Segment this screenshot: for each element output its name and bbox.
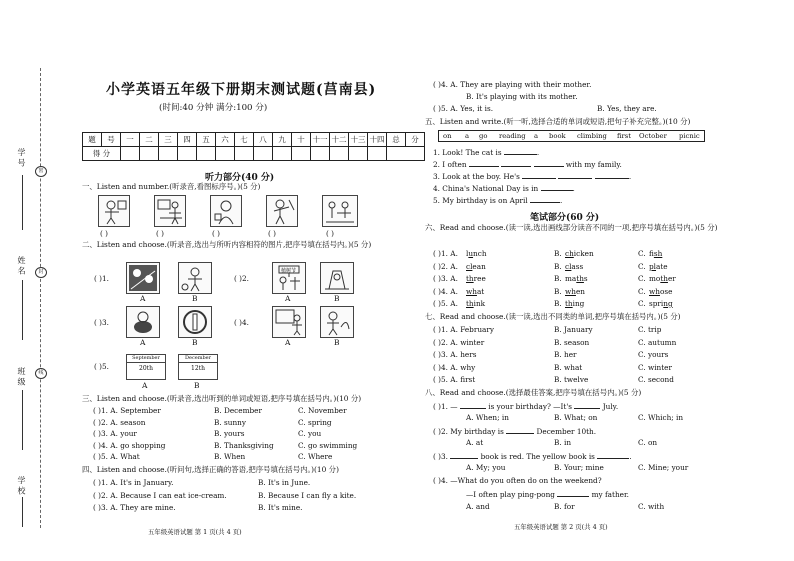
score-cell[interactable] [292, 147, 311, 161]
fill-blank[interactable] [506, 426, 534, 434]
seal-mark: 封 [35, 267, 47, 278]
school-label: 学 校 [17, 476, 26, 495]
fill-blank[interactable] [541, 183, 573, 191]
fill-blank[interactable] [522, 171, 556, 179]
student-number-line [22, 175, 23, 230]
q2-item-number[interactable]: ( )4. [234, 318, 249, 327]
q6-item[interactable]: ( )2. A. [433, 261, 458, 271]
q8-question-reply: —I often play ping-pong my father. [466, 490, 629, 499]
q2-item-number[interactable]: ( )1. [94, 274, 109, 283]
q2-3b-picture [178, 306, 212, 338]
option-letter: B [334, 338, 340, 347]
q3-option-b: B. December [214, 406, 262, 415]
q1-picture [210, 195, 242, 227]
q6-word-b: maths [565, 274, 588, 283]
q4-item-option: B. It's playing with its mother. [466, 92, 578, 101]
q7-option-b: B. season [554, 337, 590, 347]
q1-picture [266, 195, 298, 227]
q1-picture [322, 195, 358, 227]
q6-word-c: whose [649, 286, 673, 296]
score-header-cell: 七 [235, 133, 254, 147]
q2-5a-calendar [126, 354, 166, 380]
q6-word-b: when [565, 286, 585, 296]
fill-blank[interactable] [460, 401, 486, 409]
q8-question: ( )1. — is your birthday? —It's July. [433, 402, 619, 411]
q8-option: B. What; on [554, 413, 598, 422]
q4-item[interactable]: ( )2. A. Because I can eat ice-cream. [93, 490, 227, 500]
exam-subtitle: (时间:40 分钟 满分:100 分) [159, 103, 268, 113]
q1-answer-blank[interactable]: ( ) [100, 229, 109, 238]
fill-blank[interactable] [534, 159, 564, 167]
q1-answer-blank[interactable]: ( ) [326, 229, 335, 238]
fill-blank[interactable] [450, 451, 478, 459]
score-cell[interactable] [254, 147, 273, 161]
fill-blank[interactable] [530, 195, 560, 203]
q4-option-b: B. Because I can fly a kite. [258, 490, 357, 500]
q8-option: A. at [466, 438, 484, 447]
q6-word-b: thing [565, 299, 585, 308]
q3-item[interactable]: ( )3. A. your [93, 429, 137, 438]
score-cell[interactable] [216, 147, 235, 161]
score-header-cell: 六 [216, 133, 235, 147]
q3-option-b: B. Thanksgiving [214, 440, 274, 450]
q7-option-c: C. autumn [638, 337, 677, 347]
q7-item[interactable]: ( )2. A. winter [433, 337, 485, 347]
score-header-cell: 九 [273, 133, 292, 147]
q7-option-c: C. second [638, 375, 674, 384]
q8-option: C. with [638, 502, 665, 511]
fill-blank[interactable] [501, 159, 531, 167]
q3-option-b: B. yours [214, 429, 245, 438]
word-bank-word: reading [499, 132, 526, 140]
seal-mark: 密 [35, 166, 47, 177]
page-footer-left: 五年级英语试题 第 1 页(共 4 页) [148, 528, 242, 536]
word-bank-word: first [617, 132, 632, 140]
fill-blank[interactable] [504, 147, 537, 155]
name-line [22, 280, 23, 340]
q6-word-a: three [466, 274, 486, 283]
q5-title: 五、Listen and write.(听一听,选择合适的单词或短语,把句子补充完整。)(10 分) [425, 117, 691, 126]
q3-option-b: B. sunny [214, 417, 246, 427]
q7-option-b: B. twelve [554, 375, 589, 384]
score-header-cell: 八 [254, 133, 273, 147]
fill-blank[interactable] [469, 159, 499, 167]
score-header-cell: 十四 [368, 133, 387, 147]
q2-4b-picture [320, 306, 354, 338]
word-bank-word: picnic [679, 132, 700, 140]
q2-1a-picture [126, 262, 160, 294]
q5-sentence: 4. China's National Day is in . [433, 184, 575, 193]
fill-blank[interactable] [595, 171, 629, 179]
q8-option: A. and [466, 502, 490, 511]
q8-option: A. When; in [466, 413, 509, 422]
score-cell[interactable] [159, 147, 178, 161]
score-header-cell: 一 [121, 133, 140, 147]
q3-option-b: B. When [214, 452, 246, 461]
q8-option: B. for [554, 502, 575, 511]
q8-option: C. on [638, 438, 658, 447]
q4-option-b: B. It's in June. [258, 478, 311, 487]
listening-heading: 听力部分(40 分) [205, 173, 275, 183]
q3-option-c: C. Where [298, 452, 333, 461]
option-letter: A [140, 294, 146, 303]
class-label: 班 级 [17, 367, 26, 386]
q1-answer-blank[interactable]: ( ) [212, 229, 221, 238]
q2-title: 二、Listen and choose.(听录音,选出与所听内容相符的图片,把序号填在括号内。)(5 分) [82, 240, 372, 249]
q7-option-b: B. January [554, 325, 593, 334]
q5-sentence: 5. My birthday is on April . [433, 196, 563, 205]
q2-item-number[interactable]: ( )2. [234, 274, 249, 283]
q6-word-a: lunch [466, 249, 487, 258]
word-bank-word: October [639, 132, 667, 140]
score-header-cell: 十 [292, 133, 311, 147]
q2-5b-calendar [178, 354, 218, 380]
q6-item[interactable]: ( )1. A. [433, 249, 458, 258]
q6-letter-b: B. [554, 261, 562, 271]
calendar-day: 12th [191, 365, 205, 372]
sign-text: 植树节 [281, 268, 297, 274]
option-letter: A [285, 294, 291, 303]
score-cell[interactable] [311, 147, 330, 161]
word-bank-word: book [549, 132, 566, 140]
score-header-cell: 三 [159, 133, 178, 147]
q7-title: 七、Read and choose.(读一读,选出不同类的单词,把序号填在括号内。)(5 分) [425, 312, 681, 321]
q6-item[interactable]: ( )4. A. [433, 286, 458, 296]
score-header-cell: 十三 [349, 133, 368, 147]
score-cell[interactable] [140, 147, 159, 161]
q3-option-c: C. November [298, 406, 347, 415]
name-label: 姓 名 [17, 256, 26, 275]
q1-answer-blank[interactable]: ( ) [268, 229, 277, 238]
score-cell[interactable] [121, 147, 140, 161]
word-bank-word: go [479, 132, 488, 140]
score-cell[interactable] [273, 147, 292, 161]
q3-option-c: C. spring [298, 417, 332, 427]
q5-sentence: 3. Look at the boy. He's . [433, 172, 632, 181]
q7-option-b: B. what [554, 362, 583, 372]
score-header-cell: 题 [83, 133, 102, 147]
q7-item[interactable]: ( )1. A. February [433, 325, 495, 334]
q5-word-bank [438, 130, 705, 142]
score-header-cell: 分 [406, 133, 425, 147]
q3-item[interactable]: ( )4. A. go shopping [93, 440, 166, 450]
fill-blank[interactable] [574, 401, 600, 409]
q5-sentence: 1. Look! The cat is . [433, 148, 540, 157]
q7-item[interactable]: ( )3. A. hers [433, 350, 477, 359]
q2-item-number[interactable]: ( )3. [94, 318, 109, 327]
q8-title: 八、Read and choose.(选择最佳答案,把序号填在括号内。)(5 分) [425, 388, 642, 397]
score-row-label: 得 分 [83, 147, 121, 161]
q7-option-c: C. trip [638, 325, 662, 334]
q3-option-c: C. go swimming [298, 440, 358, 450]
school-line [22, 497, 23, 527]
q7-option-c: C. yours [638, 350, 669, 359]
class-line [22, 390, 23, 450]
option-letter: B [192, 338, 198, 347]
q4-item: ( )5. A. Yes, it is. [433, 104, 494, 113]
q6-letter-c: C. [638, 249, 646, 258]
q6-word-a: what [466, 286, 485, 296]
q3-item[interactable]: ( )2. A. season [93, 417, 146, 427]
fill-blank[interactable] [597, 451, 629, 459]
writing-heading: 笔试部分(60 分) [530, 213, 600, 223]
q6-word-c: mother [649, 274, 676, 283]
exam-title: 小学英语五年级下册期末测试题(莒南县) [106, 82, 377, 98]
q6-letter-b: B. [554, 286, 562, 296]
score-header-cell: 号 [102, 133, 121, 147]
option-letter: B [334, 294, 340, 303]
q2-1b-picture [178, 262, 212, 294]
score-header-cell: 十二 [330, 133, 349, 147]
score-header-cell: 总 [387, 133, 406, 147]
q2-2b-picture [320, 262, 354, 294]
q6-title: 六、Read and choose.(读一读,选出画线部分读音不同的一项,把序号填在括号内。)(5 分) [425, 223, 718, 232]
word-bank-word: a [465, 132, 470, 140]
q8-option: A. My; you [466, 463, 506, 472]
option-letter: A [140, 338, 146, 347]
q7-option-b: B. her [554, 350, 577, 359]
score-header-cell: 四 [178, 133, 197, 147]
q3-title: 三、Listen and choose.(听录音,选出听到的单词或短语,把序号填在括号内。)(10 分) [82, 394, 362, 403]
option-letter: A [285, 338, 291, 347]
q2-2a-picture [272, 262, 306, 294]
q6-letter-b: B. [554, 249, 562, 258]
q6-letter-c: C. [638, 274, 646, 283]
q3-item[interactable]: ( )1. A. September [93, 406, 161, 415]
q6-letter-b: B. [554, 274, 562, 283]
page-footer-right: 五年级英语试题 第 2 页(共 4 页) [514, 523, 608, 531]
score-table [82, 132, 425, 161]
q4-item: ( )4. A. They are playing with their mother. [433, 80, 592, 89]
q6-word-a: think [466, 299, 486, 308]
option-letter: B [192, 294, 198, 303]
q6-letter-c: C. [638, 286, 646, 296]
score-cell[interactable] [178, 147, 197, 161]
q8-option: C. Which; in [638, 413, 684, 422]
q6-letter-c: C. [638, 299, 646, 308]
student-number-label: 学 号 [17, 148, 26, 167]
q6-item[interactable]: ( )3. A. [433, 274, 458, 283]
option-letter: B [194, 381, 200, 390]
q7-item[interactable]: ( )4. A. why [433, 362, 476, 372]
score-header-cell: 二 [140, 133, 159, 147]
calendar-month: September [127, 355, 165, 363]
q7-item[interactable]: ( )5. A. first [433, 375, 476, 384]
q6-item[interactable]: ( )5. A. [433, 299, 458, 308]
total-score-cell[interactable] [387, 147, 425, 161]
q8-option: B. Your; mine [554, 463, 604, 472]
q3-option-c: C. you [298, 429, 322, 438]
q4-option-b: B. It's mine. [258, 503, 303, 512]
seal-mark: 线 [35, 368, 47, 379]
score-header-cell: 十一 [311, 133, 330, 147]
q8-question: ( )3. book is red. The yellow book is . [433, 452, 632, 461]
q6-word-b: class [565, 261, 584, 271]
score-cell[interactable] [235, 147, 254, 161]
q6-letter-c: C. [638, 261, 646, 271]
q1-answer-blank[interactable]: ( ) [156, 229, 165, 238]
word-bank-word: climbing [577, 132, 607, 140]
q6-word-b: chicken [565, 249, 594, 258]
calendar-month: December [179, 355, 217, 363]
q4-item[interactable]: ( )3. A. They are mine. [93, 503, 176, 512]
q1-picture [154, 195, 186, 227]
q8-question: ( )2. My birthday is December 10th. [433, 427, 597, 436]
fill-blank[interactable] [557, 489, 589, 497]
word-bank-word: on [443, 132, 452, 140]
q6-word-c: plate [649, 261, 668, 271]
score-cell[interactable] [368, 147, 387, 161]
q5-sentence: 2. I often with my family. [433, 160, 622, 169]
q2-item-number[interactable]: ( )5. [94, 362, 109, 371]
fill-blank[interactable] [558, 171, 592, 179]
q4-item-option: B. Yes, they are. [597, 104, 657, 113]
q6-letter-b: B. [554, 299, 562, 308]
q7-option-c: C. winter [638, 362, 672, 372]
q2-4a-picture [272, 306, 306, 338]
calendar-day: 20th [139, 365, 153, 372]
q6-word-c: fish [649, 249, 663, 258]
q8-question: ( )4. —What do you often do on the weekend? [433, 476, 602, 485]
q8-option: B. in [554, 438, 572, 447]
score-cell[interactable] [330, 147, 349, 161]
score-cell[interactable] [349, 147, 368, 161]
q3-item[interactable]: ( )5. A. What [93, 452, 140, 461]
score-header-cell: 五 [197, 133, 216, 147]
q4-title: 四、Listen and choose.(听问句,选择正确的答语,把序号填在括号内。)(10 分) [82, 465, 339, 474]
q6-word-a: clean [466, 261, 486, 271]
word-bank-word: a [534, 132, 539, 140]
q4-item[interactable]: ( )1. A. It's in January. [93, 478, 174, 487]
binding-dashed-line [40, 68, 41, 528]
q1-picture [98, 195, 130, 227]
option-letter: A [142, 381, 148, 390]
q6-word-c: spring [649, 299, 673, 308]
score-cell[interactable] [197, 147, 216, 161]
q1-title: 一、Listen and number.(听录音,看图标序号。)(5 分) [82, 182, 261, 191]
q8-option: C. Mine; your [638, 463, 689, 472]
q2-3a-picture [126, 306, 160, 338]
